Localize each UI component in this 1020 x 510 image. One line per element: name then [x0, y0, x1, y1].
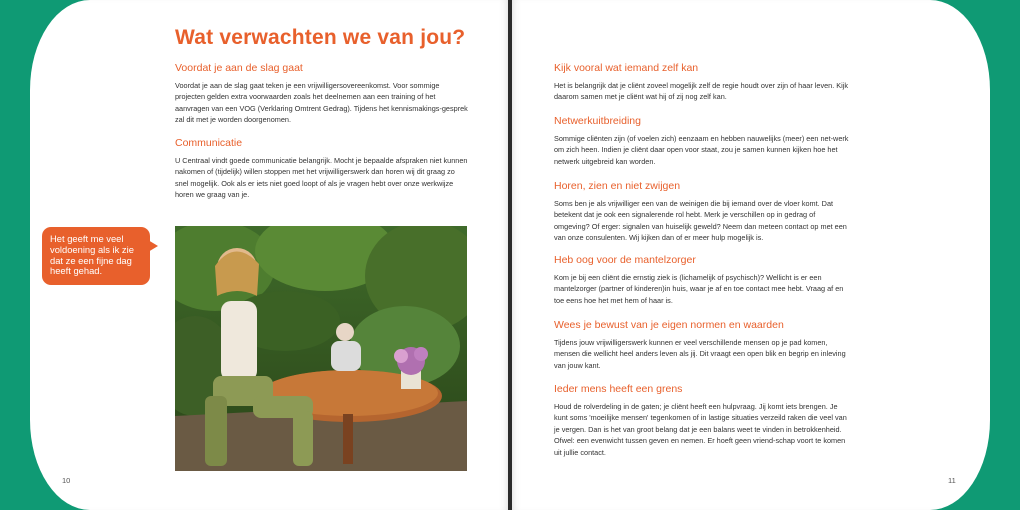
page-number-right: 11	[948, 476, 956, 485]
section-communicatie	[175, 137, 470, 201]
section-body: Voordat je aan de slag gaat teken je een vrijwilligersovereenkomst. Voor sommige projecten gelden extra voorwaarden zoals het deelnemen aan een training of het aanvragen van een VOG (Verklaring Omtrent Gedrag). Tijdens het kennismakings-gesprek zal dit met je worden doorgenomen.	[175, 81, 468, 125]
quote-text: Het geeft me veel voldoening als ik zie dat ze een fijne dag heeft gehad.	[50, 233, 134, 277]
section-heading: Voordat je aan de slag gaat	[175, 62, 303, 74]
section-zelf-kan	[554, 62, 849, 103]
photo-illustration	[175, 226, 467, 471]
section-horen-zien	[554, 180, 849, 244]
section-body: Soms ben je als vrijwilliger een van de weinigen die bij iemand over de vloer komt. Dat betekent dat je ook een signalerende rol hebt. Merk je verschillen op in gedrag of omgeving? Of erger: signalen van huiselijk geweld? Neem dan meteen contact op met een van onze consulenten. Wij kijken dan of er meer hulp mogelijk is.	[554, 199, 847, 243]
page-gutter	[508, 0, 512, 510]
section-heading: Netwerkuitbreiding	[554, 115, 641, 127]
section-body: Het is belangrijk dat je cliënt zoveel mogelijk zelf de regie houdt over zijn of haar leven. Kijk daarom samen met je cliënt wat hij of zij nog zelf kan.	[554, 81, 849, 102]
page-number-left: 10	[62, 476, 71, 485]
section-heading: Ieder mens heeft een grens	[554, 383, 683, 395]
left-corner-tab	[30, 0, 100, 40]
section-heading: Communicatie	[175, 137, 243, 149]
section-body: U Centraal vindt goede communicatie belangrijk. Mocht je bepaalde afspraken niet kunnen nakomen of (tijdelijk) willen stoppen met het vrijwilligerswerk dan horen wij dit graag zo snel mogelijk. Ook als er iets niet goed loopt of als je vragen hebt over onze werkwijze horen we graag van je.	[175, 156, 468, 200]
section-heading: Kijk vooral wat iemand zelf kan	[554, 62, 699, 74]
section-heading: Wees je bewust van je eigen normen en waarden	[554, 319, 784, 331]
section-normen	[554, 319, 849, 371]
section-netwerk	[554, 115, 849, 167]
volunteer-photo	[175, 226, 467, 471]
section-voordat	[175, 62, 470, 126]
section-mantelzorger	[554, 254, 849, 306]
section-body: Tijdens jouw vrijwilligerswerk kunnen er veel verschillende mensen op je pad komen, mensen die wellicht heel anders leven als jij. Dit vraagt een open blik en begrip en inleving van jouw kant.	[554, 338, 846, 370]
quote-bubble	[42, 227, 150, 285]
quote-bubble-tail	[148, 240, 158, 252]
page-title: Wat verwachten we van jou?	[175, 26, 466, 49]
section-body: Kom je bij een cliënt die ernstig ziek is (lichamelijk of psychisch)? Wellicht is er een mantelzorger (partner of kinderen)in huis, waar je af en toe contact mee hebt. Vraag af en toe eens hoe het met hem of haar is.	[554, 273, 844, 305]
section-body: Houd de rolverdeling in de gaten; je cliënt heeft een hulpvraag. Jij komt iets brengen. Je kunt soms 'moeilijke mensen' tegenkomen of in lastige situaties verzeild raken die veel van je vergen. Dan is het van groot belang dat je een balans weet te vinden in betrokkenheid. Ofwel: een evenwicht tussen geven en nemen. Er hoeft geen vriend-schap voort te komen uit jullie contact.	[554, 402, 847, 457]
section-heading: Heb oog voor de mantelzorger	[554, 254, 696, 266]
section-heading: Horen, zien en niet zwijgen	[554, 180, 681, 192]
section-body: Sommige cliënten zijn (of voelen zich) eenzaam en hebben nauwelijks (meer) een net-werk om zich heen. Indien je cliënt daar open voor staat, zou je samen kunnen kijken hoe het netwerk uitgebreid kan worden.	[554, 134, 849, 166]
section-grens	[554, 383, 849, 458]
